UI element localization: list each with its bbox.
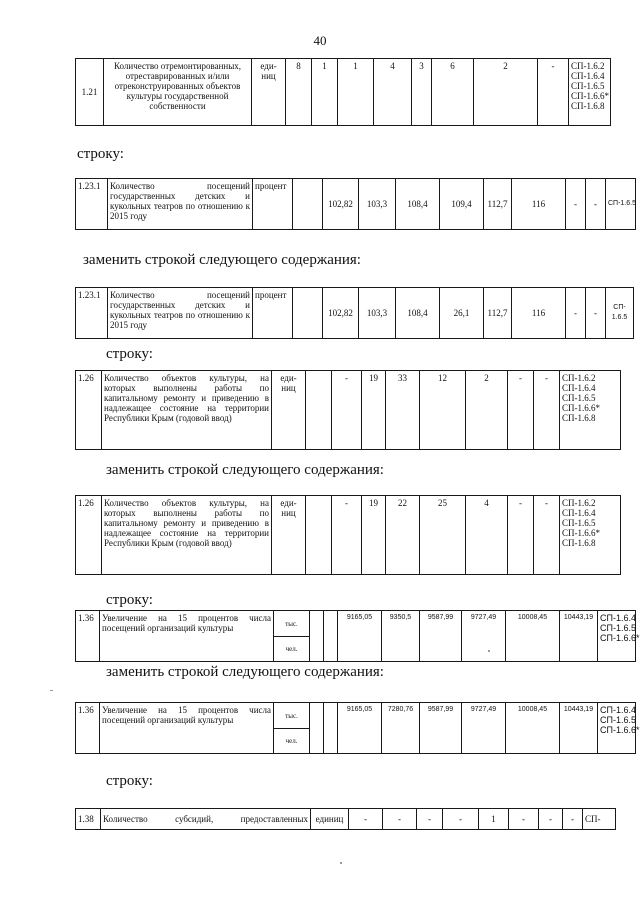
value-cell: 9727,49: [462, 703, 506, 754]
scan-speck: [488, 650, 490, 652]
subprogram-refs: [598, 703, 640, 754]
value-cell: 10443,19: [560, 611, 598, 662]
value-cell: -: [566, 179, 586, 230]
value-cell: -: [538, 59, 569, 126]
value-cell: -: [534, 371, 560, 450]
unit-cell: процент: [253, 179, 293, 230]
subprogram-ref: СП-1.6.5: [600, 715, 636, 725]
value-cell: -: [566, 288, 586, 339]
value-cell: 12: [420, 371, 466, 450]
unit-bottom: чел.: [274, 637, 310, 662]
value-cell: -: [534, 496, 560, 575]
subprogram-refs: СП- 1.6.5: [606, 288, 634, 339]
indicator-description: Количество посещений государственных детских и кукольных театров по отношению к 2015 году: [108, 288, 253, 339]
subprogram-ref: СП-1.6.4: [600, 613, 636, 623]
subprogram-refs: СП-: [583, 809, 616, 830]
indicator-description: Количество объектов культуры, на которых выполнены работы по капитальному ремонту и приведению в надлежащее состояние на территории Республики Крым (годовой ввод): [102, 371, 272, 450]
value-cell: -: [349, 809, 383, 830]
value-cell: 103,3: [359, 179, 396, 230]
row-number: 1.23.1: [76, 288, 108, 339]
subprogram-refs: СП-1.6.2 СП-1.6.4 СП-1.6.5 СП-1.6.6* СП-1.6.8: [569, 59, 611, 126]
value-cell: 108,4: [396, 288, 440, 339]
unit-cell: еди- ниц: [272, 371, 306, 450]
value-cell: -: [332, 496, 362, 575]
table-row-1-23-1-old: [75, 178, 636, 230]
value-cell: [310, 703, 324, 754]
value-cell: 7280,76: [382, 703, 420, 754]
heading-row-label: строку:: [106, 592, 153, 608]
value-cell: -: [563, 809, 583, 830]
unit-cell: единиц: [311, 809, 349, 830]
value-cell: -: [586, 179, 606, 230]
value-cell: 10008,45: [506, 703, 560, 754]
value-cell: -: [332, 371, 362, 450]
heading-replace: заменить строкой следующего содержания:: [83, 252, 361, 268]
value-cell: 108,4: [396, 179, 440, 230]
row-number: 1.21: [76, 59, 104, 126]
unit-cell: процент: [253, 288, 293, 339]
subprogram-refs: СП-1.6.2 СП-1.6.4 СП-1.6.5 СП-1.6.6* СП-1.6.8: [560, 371, 621, 450]
value-cell: 1: [479, 809, 509, 830]
value-cell: 33: [386, 371, 420, 450]
table-row-1-36-new: [75, 702, 640, 754]
value-cell: 103,3: [359, 288, 396, 339]
value-cell: 1: [338, 59, 374, 126]
indicator-description: Количество субсидий, предоставленных: [101, 809, 311, 830]
value-cell: 102,82: [323, 179, 359, 230]
heading-row-label: строку:: [77, 146, 124, 162]
unit-top: тыс.: [274, 703, 310, 729]
table-row-1-21: [75, 58, 611, 126]
value-cell: 116: [512, 179, 566, 230]
value-cell: 8: [286, 59, 312, 126]
value-cell: 109,4: [440, 179, 484, 230]
value-cell: [293, 179, 323, 230]
value-cell: [324, 703, 338, 754]
subprogram-ref: СП-1.6.4: [600, 705, 636, 715]
row-number: 1.38: [76, 809, 101, 830]
value-cell: 9587,99: [420, 703, 462, 754]
value-cell: 10008,45: [506, 611, 560, 662]
indicator-description: Увеличение на 15 процентов числа посещений организаций культуры: [100, 611, 274, 662]
value-cell: 26,1: [440, 288, 484, 339]
unit-cell: еди- ниц: [272, 496, 306, 575]
value-cell: 116: [512, 288, 566, 339]
value-cell: 4: [374, 59, 412, 126]
subprogram-refs: СП-1.6.2 СП-1.6.4 СП-1.6.5 СП-1.6.6* СП-1.6.8: [560, 496, 621, 575]
value-cell: 2: [466, 371, 508, 450]
value-cell: 102,82: [323, 288, 359, 339]
value-cell: 6: [432, 59, 474, 126]
table-row-1-38: [75, 808, 616, 830]
value-cell: 3: [412, 59, 432, 126]
heading-row-label: строку:: [106, 773, 153, 789]
value-cell: [293, 288, 323, 339]
heading-row-label: строку:: [106, 346, 153, 362]
indicator-description: Увеличение на 15 процентов числа посещений организаций культуры: [100, 703, 274, 754]
subprogram-refs: [598, 611, 640, 662]
value-cell: -: [417, 809, 443, 830]
page-number: 40: [313, 33, 327, 48]
value-cell: 112,7: [484, 288, 512, 339]
indicator-description: Количество отремонтированных, отреставрированных и/или отреконструированных объектов культуры государственной собственности: [104, 59, 252, 126]
value-cell: 9165,05: [338, 611, 382, 662]
table-row-1-26-old: [75, 370, 621, 450]
value-cell: 4: [466, 496, 508, 575]
scan-speck: [340, 862, 342, 864]
value-cell: -: [586, 288, 606, 339]
subprogram-refs: СП-1.6.5: [606, 179, 636, 230]
value-cell: [306, 371, 332, 450]
heading-replace: заменить строкой следующего содержания:: [106, 462, 384, 478]
value-cell: 112,7: [484, 179, 512, 230]
value-cell: 9587,99: [420, 611, 462, 662]
value-cell: 19: [362, 371, 386, 450]
unit-bottom: чел.: [274, 729, 310, 754]
table-row-1-26-new: [75, 495, 621, 575]
value-cell: [310, 611, 324, 662]
subprogram-ref: СП-1.6.5: [600, 623, 636, 633]
row-number: 1.36: [76, 611, 100, 662]
value-cell: 9350,5: [382, 611, 420, 662]
scan-speck: [50, 690, 53, 691]
table-row-1-23-1-new: [75, 287, 634, 339]
value-cell: -: [443, 809, 479, 830]
indicator-description: Количество посещений государственных детских и кукольных театров по отношению к 2015 году: [108, 179, 253, 230]
value-cell: 25: [420, 496, 466, 575]
value-cell: 1: [312, 59, 338, 126]
value-cell: 9727,49: [462, 611, 506, 662]
row-number: 1.26: [76, 496, 102, 575]
table-row-1-36-old: [75, 610, 640, 662]
value-cell: 2: [474, 59, 538, 126]
unit-top: тыс.: [274, 611, 310, 637]
subprogram-ref: СП-1.6.6*: [600, 725, 640, 735]
value-cell: -: [508, 371, 534, 450]
value-cell: -: [509, 809, 539, 830]
heading-replace: заменить строкой следующего содержания:: [106, 664, 384, 680]
indicator-description: Количество объектов культуры, на которых выполнены работы по капитальному ремонту и приведению в надлежащее состояние на территории Республики Крым (годовой ввод): [102, 496, 272, 575]
row-number: 1.23.1: [76, 179, 108, 230]
value-cell: -: [383, 809, 417, 830]
subprogram-ref: СП-1.6.6*: [600, 633, 640, 643]
unit-cell: еди- ниц: [252, 59, 286, 126]
value-cell: [306, 496, 332, 575]
value-cell: 19: [362, 496, 386, 575]
row-number: 1.26: [76, 371, 102, 450]
row-number: 1.36: [76, 703, 100, 754]
value-cell: -: [539, 809, 563, 830]
value-cell: -: [508, 496, 534, 575]
value-cell: 9165,05: [338, 703, 382, 754]
value-cell: [324, 611, 338, 662]
value-cell: 22: [386, 496, 420, 575]
value-cell: 10443,19: [560, 703, 598, 754]
